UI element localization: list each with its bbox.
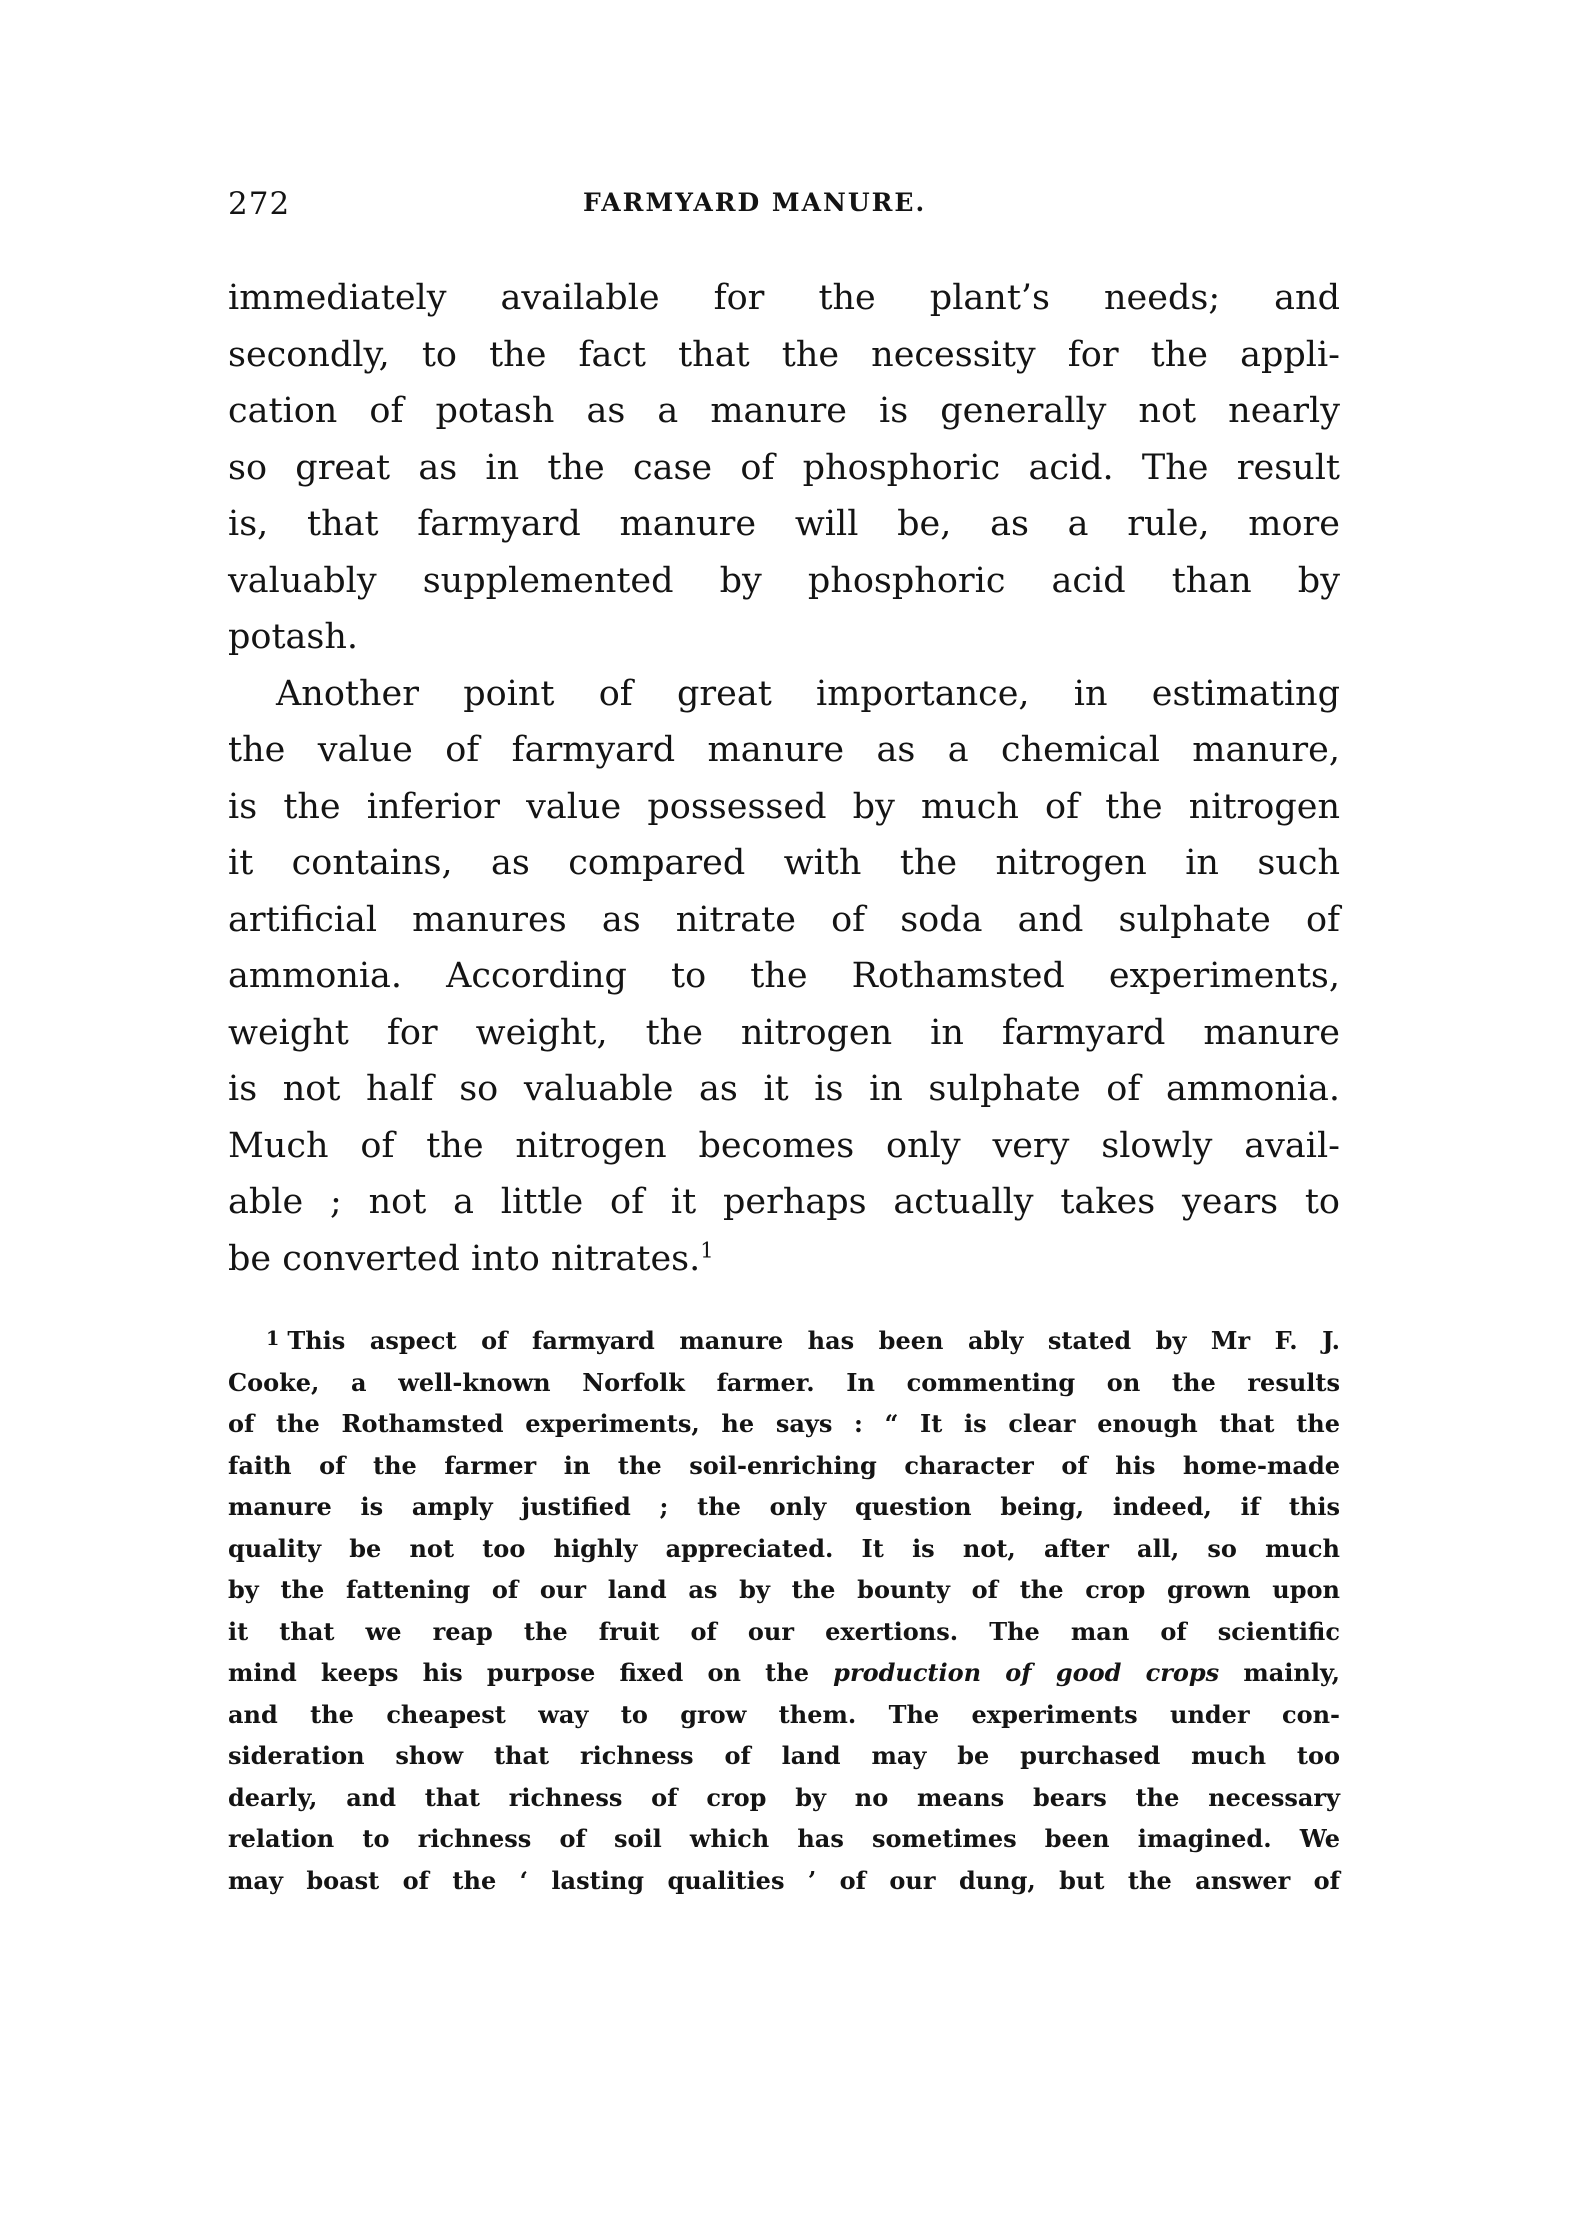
footnote-line: and the cheapest way to grow them. The experiments under con- — [228, 1699, 1340, 1729]
footnote-text: mind keeps his purpose fixed on the — [228, 1658, 834, 1687]
footnote-emphasis: production of good crops — [833, 1658, 1220, 1687]
footnote-line-text: This aspect of farmyard manure has been ably stated by Mr F. J. — [287, 1326, 1340, 1355]
body-line: Much of the nitrogen becomes only very slowly avail- — [228, 1125, 1340, 1166]
footnote-line: Cooke, a well-known Norfolk farmer. In commenting on the results — [228, 1367, 1340, 1397]
footnote-line: quality be not too highly appreciated. It is not, after all, so much — [228, 1533, 1340, 1563]
body-line: Another point of great importance, in estimating — [276, 673, 1340, 714]
footnote-line: faith of the farmer in the soil-enriching character of his home-made — [228, 1450, 1340, 1480]
footnote-line: relation to richness of soil which has sometimes been imagined. We — [228, 1824, 1340, 1853]
body-line: valuably supplemented by phosphoric acid than by — [228, 560, 1340, 601]
body-line-last — [228, 1231, 1340, 1288]
footnote-line: of the Rothamsted experiments, he says : “ It is clear enough that the — [228, 1409, 1340, 1438]
footnote-line: dearly, and that richness of crop by no means bears the necessary — [228, 1782, 1340, 1812]
body-line: so great as in the case of phosphoric acid. The result — [228, 447, 1340, 488]
footnote-line: sideration show that richness of land may be purchased much too — [228, 1741, 1340, 1770]
body-line: artificial manures as nitrate of soda and sulphate of — [228, 899, 1340, 940]
body-line: potash. — [228, 617, 359, 657]
footnote-line — [228, 1320, 1340, 1362]
body-line: secondly, to the fact that the necessity for the appli- — [228, 334, 1340, 375]
body-line: able ; not a little of it perhaps actually takes years to — [228, 1182, 1340, 1222]
body-line: cation of potash as a manure is generally not nearly — [228, 391, 1340, 431]
body-line: immediately available for the plant’s needs; and — [228, 278, 1340, 318]
body-line: ammonia. According to the Rothamsted experiments, — [228, 956, 1340, 996]
footnote-line — [228, 1652, 1340, 1694]
body-line: is the inferior value possessed by much of the nitrogen — [228, 786, 1340, 827]
footnote-line: may boast of the ‘ lasting qualities ’ of our dung, but the answer of — [228, 1865, 1340, 1895]
footnote-line: manure is amply justified ; the only question being, indeed, if this — [228, 1492, 1340, 1521]
footnote-marker: 1 — [266, 1327, 280, 1350]
body-line: the value of farmyard manure as a chemical manure, — [228, 730, 1340, 770]
footnote-reference[interactable]: 1 — [700, 1237, 714, 1262]
body-line: is not half so valuable as it is in sulphate of ammonia. — [228, 1069, 1340, 1109]
body-line-text: be converted into nitrates. — [228, 1238, 701, 1279]
footnote-line: it that we reap the fruit of our exertions. The man of scientific — [228, 1616, 1340, 1646]
footnote-text: mainly, — [1219, 1658, 1340, 1687]
page-number: 272 — [228, 186, 291, 222]
running-head: FARMYARD MANURE. — [583, 188, 927, 217]
footnote — [228, 1320, 1340, 1901]
body-text — [228, 270, 1340, 1287]
footnote-line: by the fattening of our land as by the bounty of the crop grown upon — [228, 1575, 1340, 1604]
page-header — [228, 186, 1340, 236]
body-line: is, that farmyard manure will be, as a rule, more — [228, 504, 1340, 544]
body-line: it contains, as compared with the nitrogen in such — [228, 843, 1340, 883]
body-line: weight for weight, the nitrogen in farmyard manure — [228, 1012, 1340, 1053]
